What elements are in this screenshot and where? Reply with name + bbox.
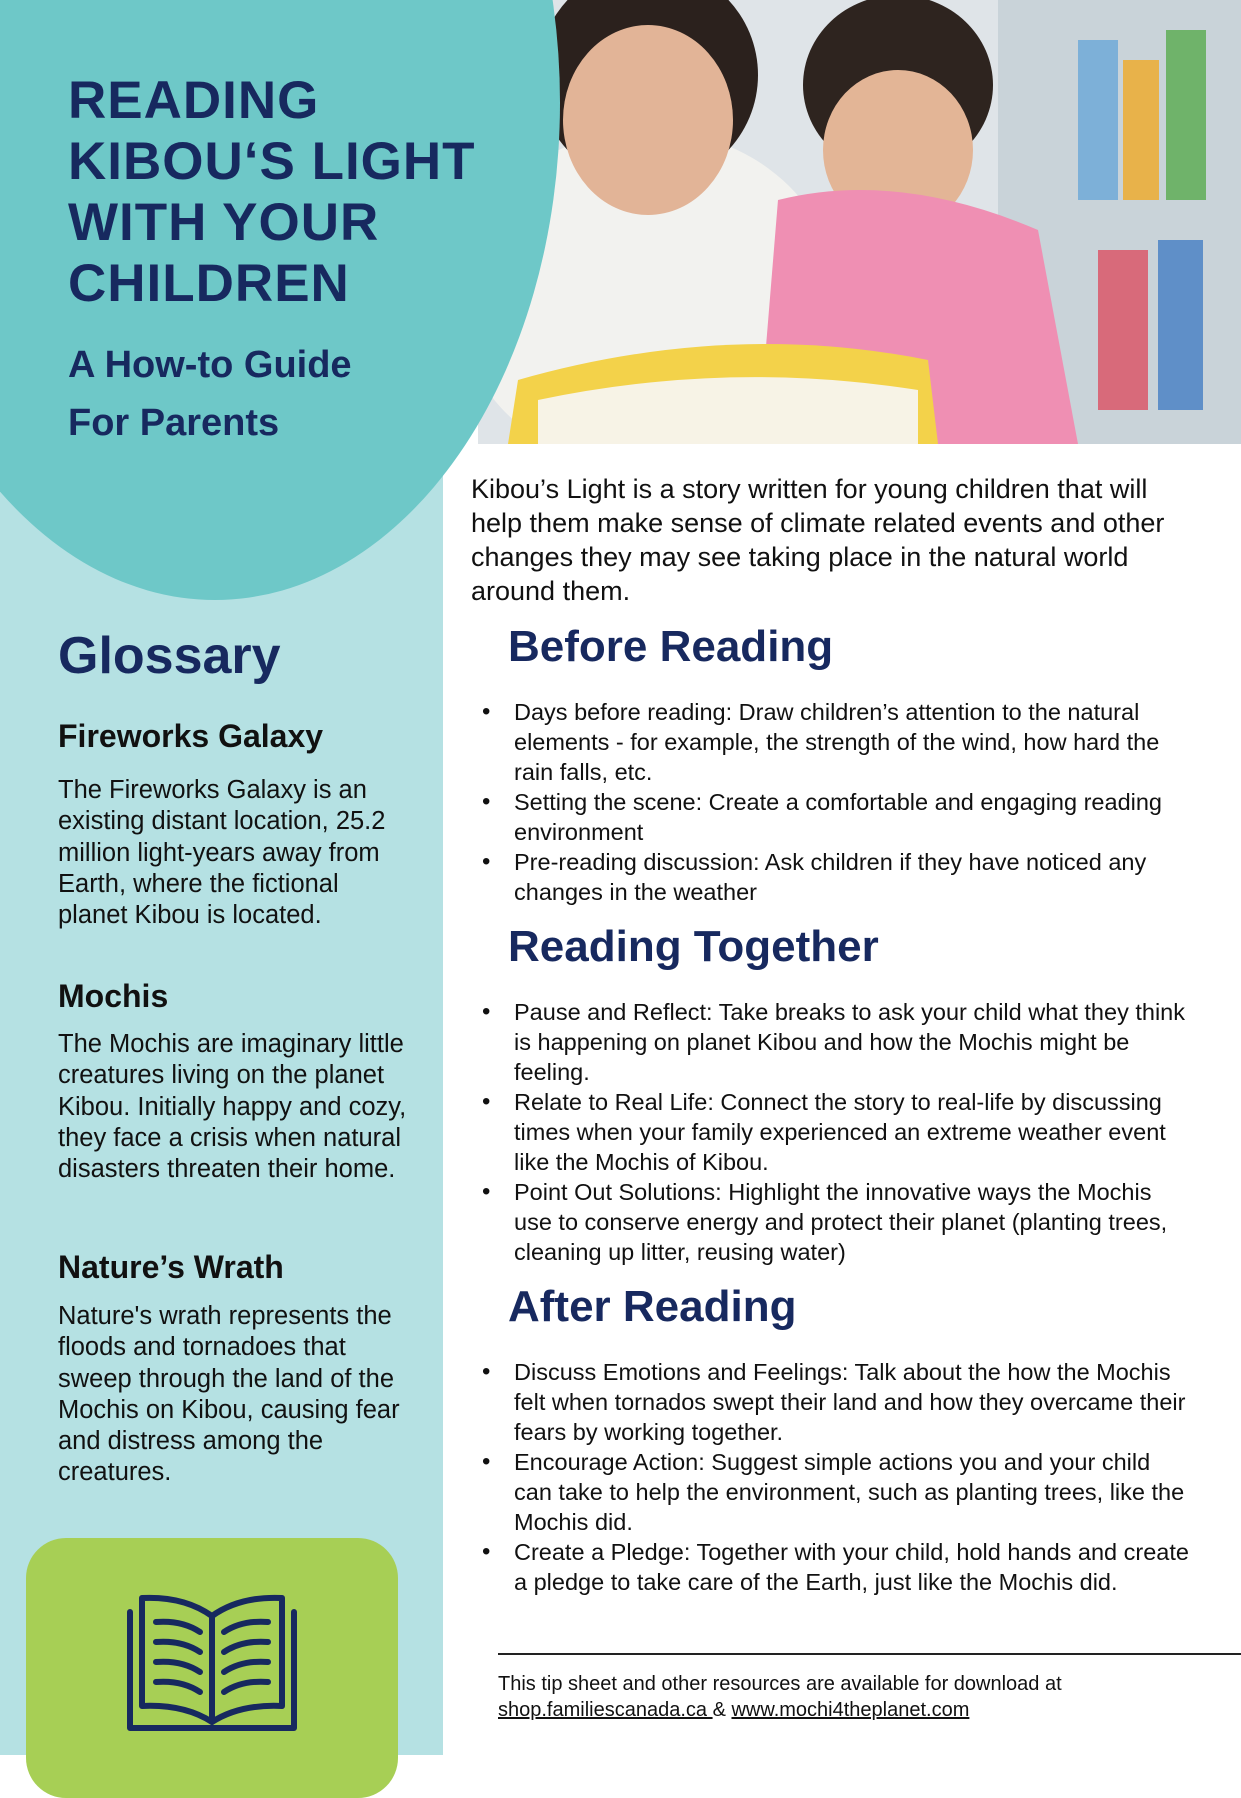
glossary-term-natures-wrath: Nature’s Wrath xyxy=(58,1249,284,1285)
footer-note xyxy=(498,1671,1198,1723)
after-reading-list xyxy=(478,1357,1190,1597)
footer-text: This tip sheet and other resources are available for download at xyxy=(498,1673,1062,1695)
open-book-icon xyxy=(124,1588,300,1738)
reading-together-heading: Reading Together xyxy=(508,922,879,971)
list-item: • Discuss Emotions and Feelings: Talk about the how the Mochis felt when tornados swept their land and how they overcame their fears by working together. xyxy=(478,1357,1190,1447)
list-item: • Create a Pledge: Together with your child, hold hands and create a pledge to take care of the Earth, just like the Mochis did. xyxy=(478,1537,1190,1597)
list-item: • Relate to Real Life: Connect the story to real-life by discussing times when your family experienced an extreme weather event like the Mochis of Kibou. xyxy=(478,1087,1190,1177)
before-reading-heading: Before Reading xyxy=(508,622,834,671)
page-title: READING KIBOU‘S LIGHT WITH YOUR CHILDREN xyxy=(68,71,476,313)
list-item: • Setting the scene: Create a comfortable and engaging reading environment xyxy=(478,787,1190,847)
hero-photo xyxy=(478,0,1241,444)
page-subtitle xyxy=(68,336,488,452)
reading-together-list xyxy=(478,997,1190,1267)
glossary-term-mochis: Mochis xyxy=(58,978,169,1014)
link-families-canada[interactable]: shop.familiescanada.ca xyxy=(498,1699,713,1721)
list-item: • Pause and Reflect: Take breaks to ask your child what they think is happening on planet Kibou and how the Mochis might be feeling. xyxy=(478,997,1190,1087)
list-item: • Days before reading: Draw children’s attention to the natural elements - for example, the strength of the wind, how hard the rain falls, etc. xyxy=(478,697,1190,787)
glossary-term-fireworks-galaxy: Fireworks Galaxy xyxy=(58,718,324,754)
glossary-definition-fireworks-galaxy: The Fireworks Galaxy is an existing distant location, 25.2 million light-years away from Earth, where the fictional planet Kibou is located. xyxy=(58,776,386,930)
title-block xyxy=(68,70,488,452)
book-icon-box xyxy=(26,1538,398,1798)
glossary-definition-mochis: The Mochis are imaginary little creatures living on the planet Kibou. Initially happy and cozy, they face a crisis when natural disasters threaten their home. xyxy=(58,1030,407,1184)
subtitle-line-2: For Parents xyxy=(68,402,280,444)
list-item: • Point Out Solutions: Highlight the innovative ways the Mochis use to conserve energy and protect their planet (planting trees, cleaning up litter, reusing water) xyxy=(478,1177,1190,1267)
link-mochi4theplanet[interactable]: www.mochi4theplanet.com xyxy=(731,1699,970,1721)
list-item: • Pre-reading discussion: Ask children if they have noticed any changes in the weather xyxy=(478,847,1190,907)
after-reading-heading: After Reading xyxy=(508,1282,797,1331)
glossary-definition-natures-wrath: Nature's wrath represents the floods and tornadoes that sweep through the land of the Mochis on Kibou, causing fear and distress among the creatures. xyxy=(58,1302,400,1487)
footer-separator: & xyxy=(712,1699,732,1721)
list-item: • Encourage Action: Suggest simple actions you and your child can take to help the environment, such as planting trees, like the Mochis did. xyxy=(478,1447,1190,1537)
intro-paragraph: Kibou’s Light is a story written for young children that will help them make sense of climate related events and other changes they may see taking place in the natural world around them. xyxy=(471,474,1165,606)
subtitle-line-1: A How-to Guide xyxy=(68,344,352,386)
before-reading-list xyxy=(478,697,1190,907)
glossary-title: Glossary xyxy=(58,627,281,685)
footer-divider xyxy=(498,1653,1241,1655)
